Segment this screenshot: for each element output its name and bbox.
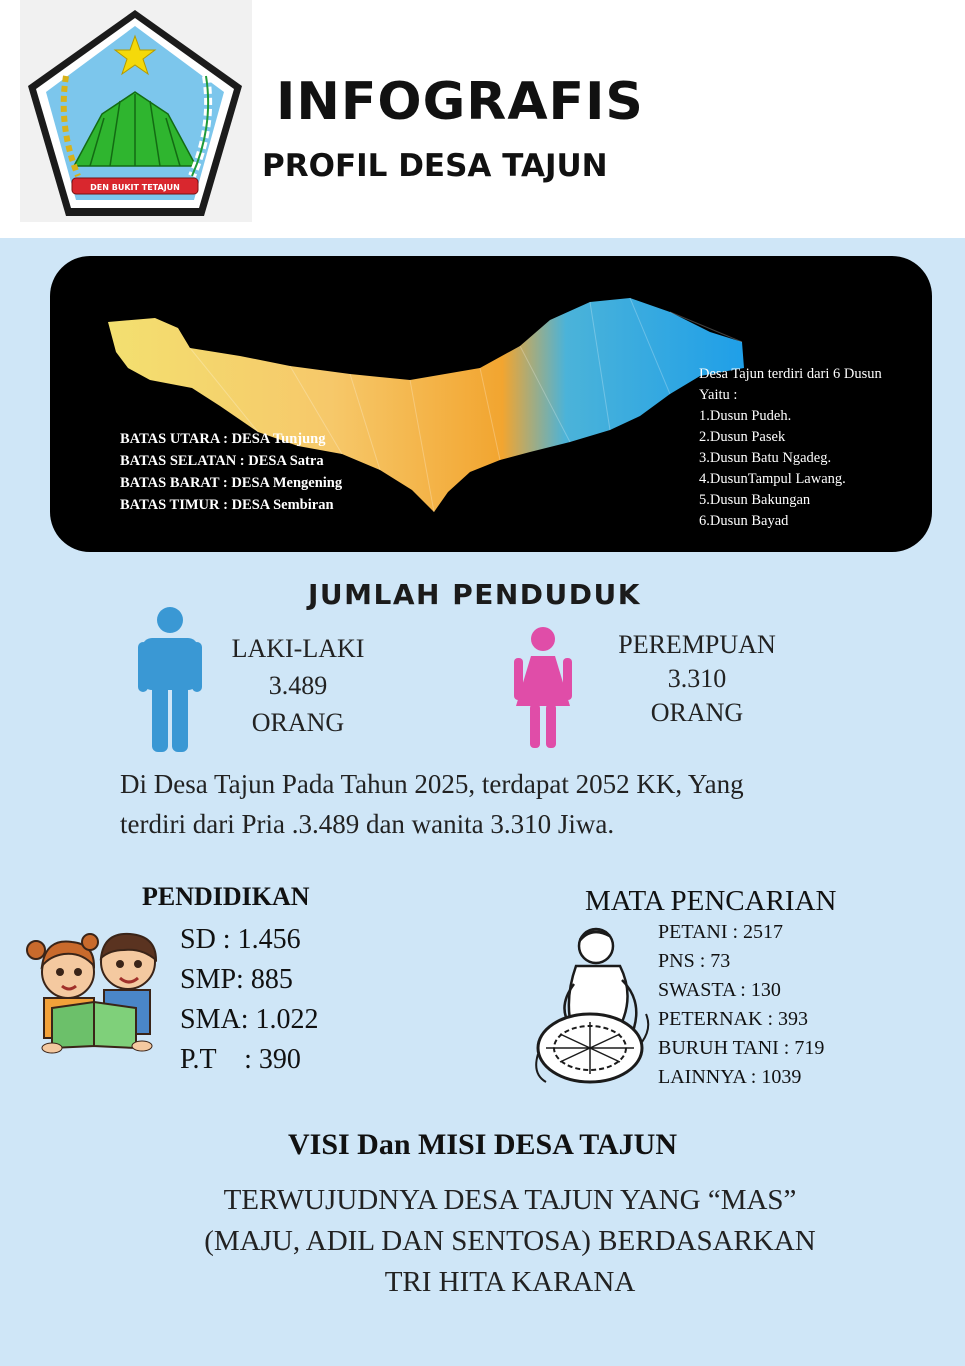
education-heading: PENDIDIKAN [142,882,310,911]
summary-line: Di Desa Tajun Pada Tahun 2025, terdapat 2052 KK, Yang [120,769,744,799]
village-emblem-icon [24,6,246,220]
female-label: PEREMPUAN [618,630,776,659]
livelihood-item: PNS : 73 [658,950,731,972]
male-count: 3.489 [268,671,328,700]
vision-line: TRI HITA KARANA [384,1266,636,1298]
vision-statement [120,1180,900,1303]
population-heading: JUMLAH PENDUDUK [308,578,641,611]
livelihood-item: PETERNAK : 393 [658,1008,808,1030]
education-item: SMP: 885 [180,964,293,995]
female-population [608,628,786,730]
livelihood-heading: MATA PENCARIAN [585,885,837,917]
dusun-list [699,364,929,532]
education-item: SMA: 1.022 [180,1004,319,1035]
male-label: LAKI-LAKI [231,634,365,663]
education-item: SD : 1.456 [180,924,301,955]
male-unit: ORANG [251,708,345,737]
dusun-intro: Desa Tajun terdiri dari 6 Dusun [699,366,882,382]
livelihood-item: PETANI : 2517 [658,921,784,943]
dusun-item: 4.DusunTampul Lawang. [699,471,846,487]
page-subtitle: PROFIL DESA TAJUN [262,148,608,184]
male-population [218,630,378,741]
female-count: 3.310 [667,664,727,693]
header [0,0,965,238]
border-south: BATAS SELATAN : DESA Satra [120,453,324,469]
female-unit: ORANG [650,698,744,727]
vision-heading: VISI Dan MISI DESA TAJUN [287,1128,677,1161]
children-reading-icon [24,922,168,1054]
dusun-item: 2.Dusun Pasek [699,429,786,445]
dusun-item: 5.Dusun Bakungan [699,492,811,508]
female-person-icon [514,626,572,748]
dusun-intro-2: Yaitu : [699,387,738,403]
dusun-item: 1.Dusun Pudeh. [699,408,792,424]
education-list [180,920,318,1080]
dusun-item: 6.Dusun Bayad [699,513,789,529]
border-north: BATAS UTARA : DESA Tunjung [120,431,326,447]
vision-line: (MAJU, ADIL DAN SENTOSA) BERDASARKAN [204,1225,816,1257]
dusun-item: 3.Dusun Batu Ngadeg. [699,450,832,466]
logo-text: DEN BUKIT TETAJUN [90,183,180,192]
male-person-icon [138,606,202,754]
logo-area [20,0,252,222]
border-west: BATAS BARAT : DESA Mengening [120,475,343,491]
livelihood-item: LAINNYA : 1039 [658,1066,802,1088]
population-summary [120,764,880,844]
livelihood-list [658,918,824,1092]
vision-line: TERWUJUDNYA DESA TAJUN YANG “MAS” [223,1184,797,1216]
map-borders [120,428,342,516]
basket-weaver-icon [530,924,652,1088]
page-title: INFOGRAFIS [276,72,644,132]
map-panel [50,256,932,552]
border-east: BATAS TIMUR : DESA Sembiran [120,497,334,513]
summary-line: terdiri dari Pria .3.489 dan wanita 3.310 Jiwa. [120,809,615,839]
livelihood-item: BURUH TANI : 719 [658,1037,825,1059]
livelihood-item: SWASTA : 130 [658,979,781,1001]
education-item: P.T : 390 [180,1044,301,1075]
